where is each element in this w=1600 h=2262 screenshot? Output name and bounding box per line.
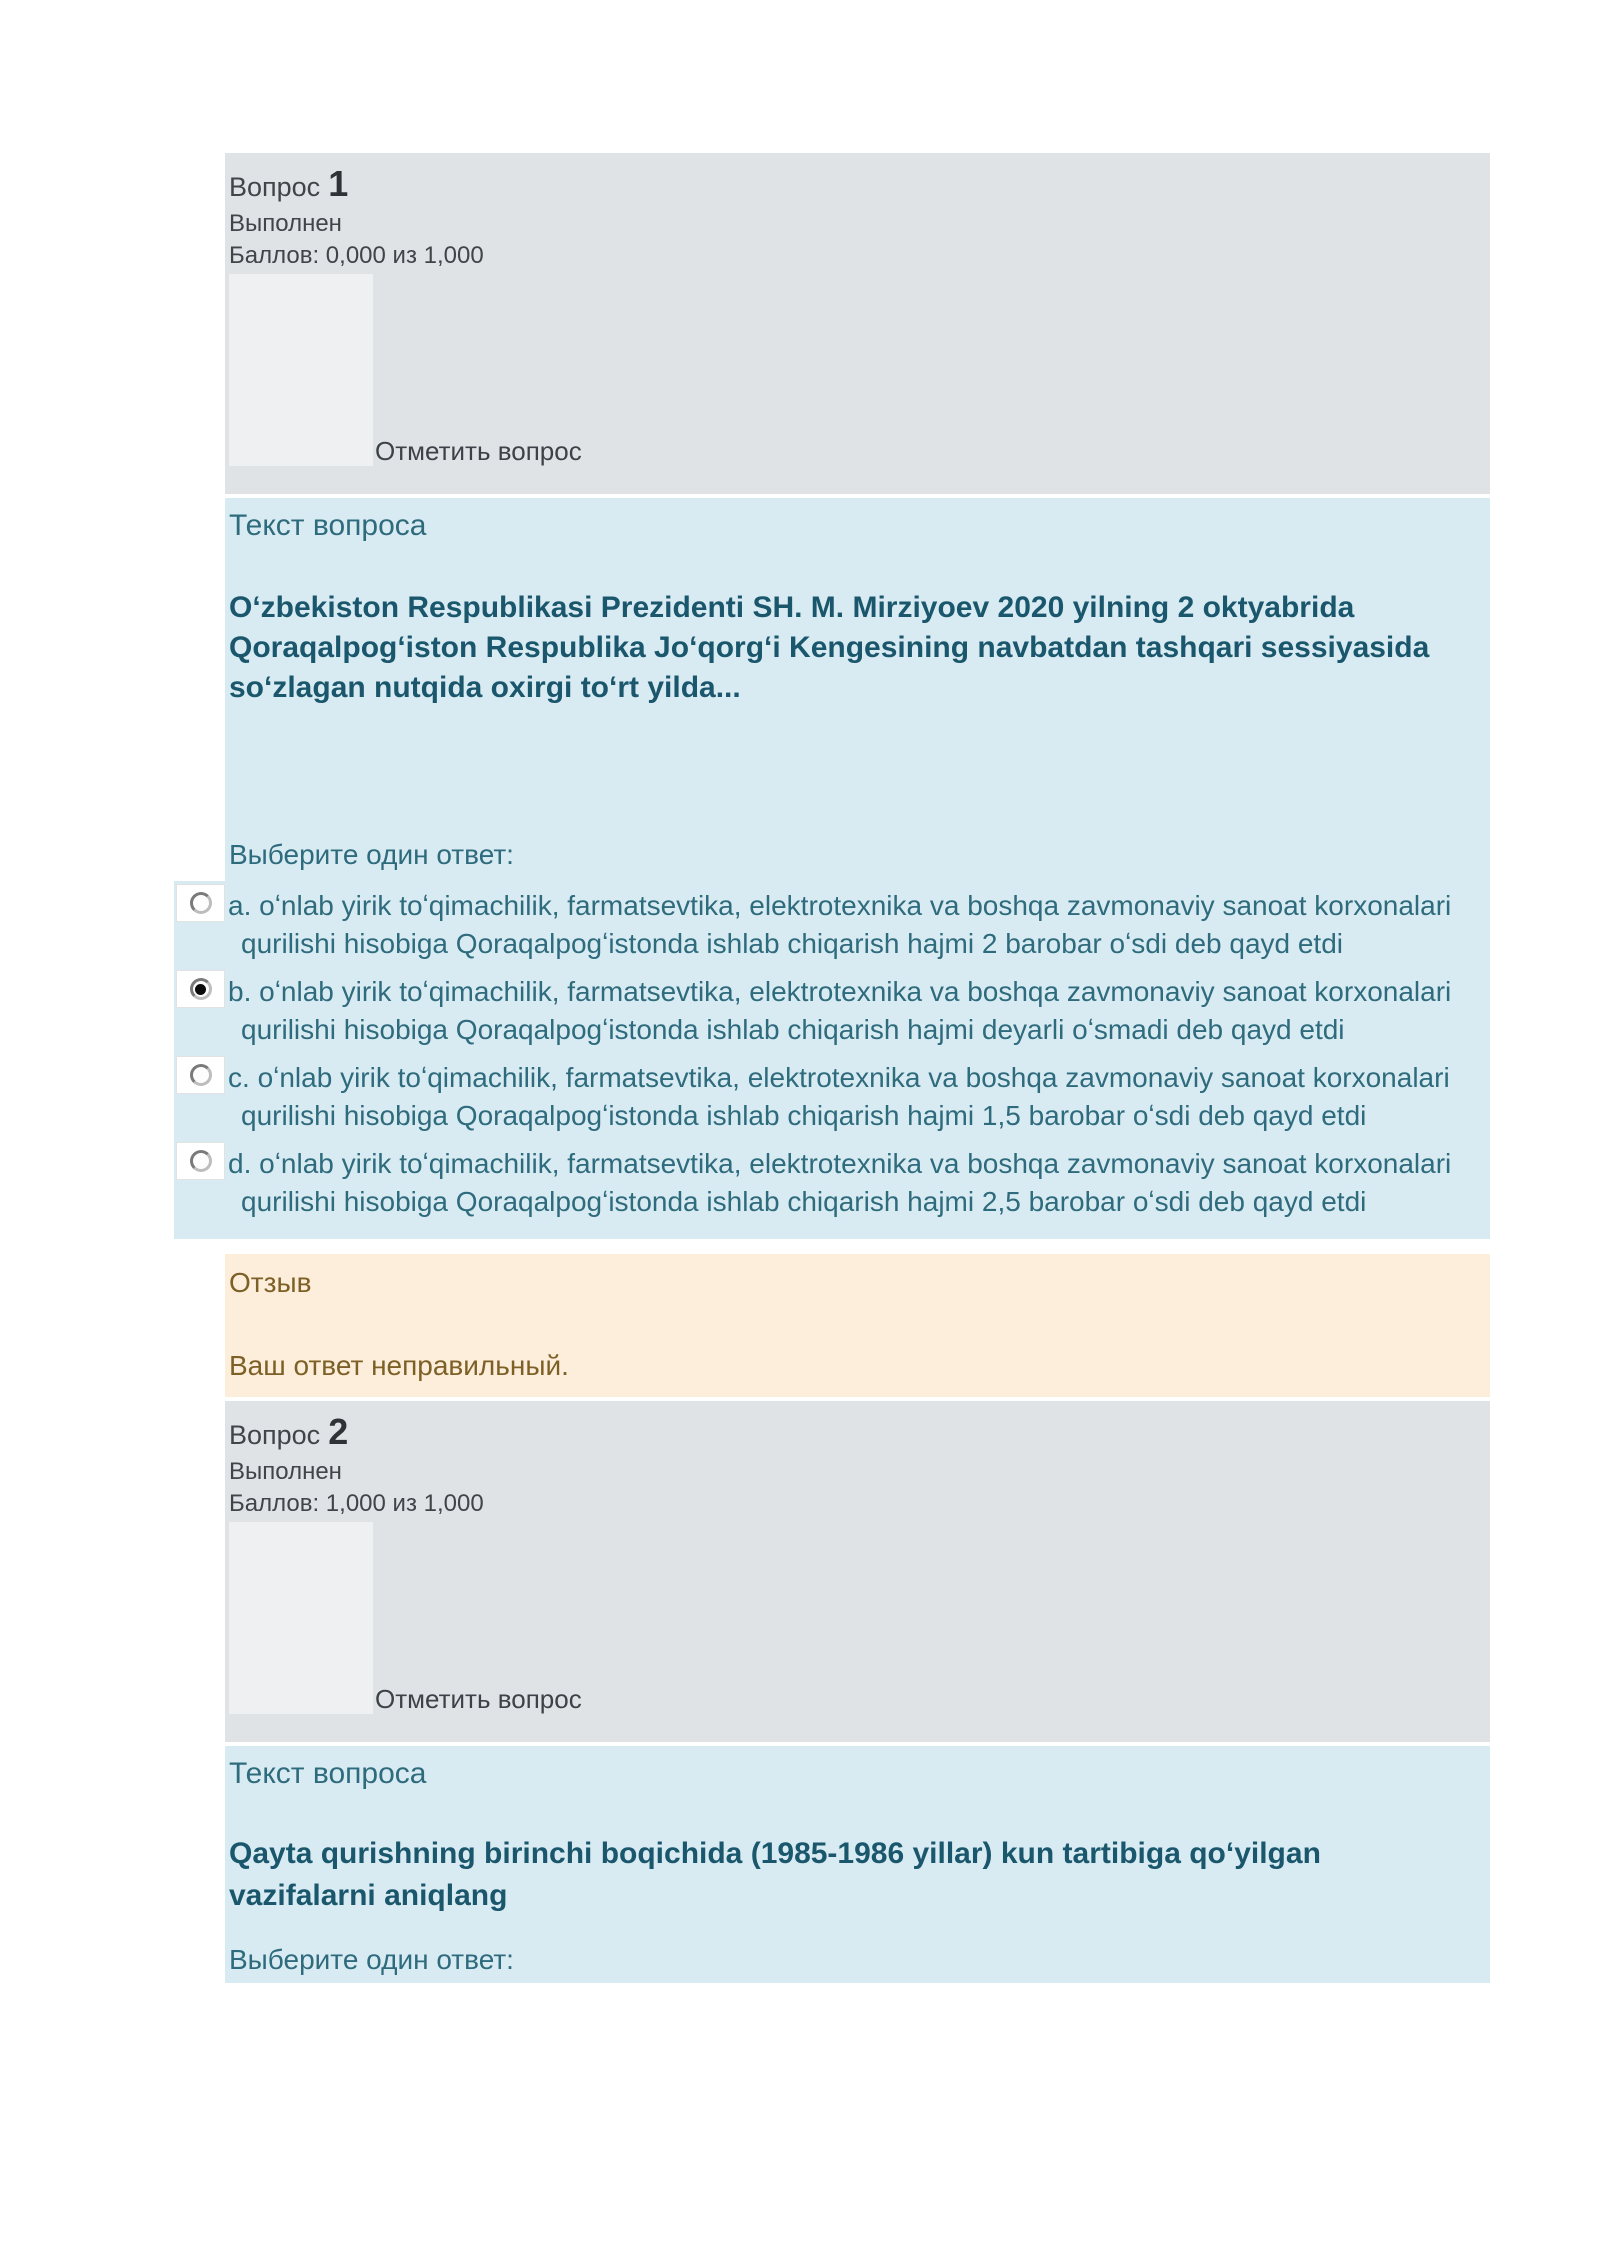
question-1-points: Баллов: 0,000 из 1,000 xyxy=(229,242,484,269)
question-1-feedback xyxy=(225,1254,1490,1397)
question-1-flag-row xyxy=(229,274,1470,466)
question-text-heading: Текст вопроса xyxy=(229,1757,427,1790)
flag-image-placeholder xyxy=(229,274,373,466)
option-c[interactable] xyxy=(228,1059,1462,1135)
question-2-flag-row xyxy=(229,1522,1470,1714)
option-d[interactable] xyxy=(228,1145,1462,1221)
option-a-text[interactable]: oʻnlab yirik toʻqimachilik, farmatsevtika, elektrotexnika va boshqa zavmonaviy sanoat korxonalari qurilishi hisobiga Qoraqalpogʻistonda ishlab chiqarish hajmi 2 barobar oʻsdi deb qayd etdi xyxy=(241,890,1452,959)
option-b-letter: b. xyxy=(228,976,252,1007)
question-label: Вопрос xyxy=(229,172,321,202)
option-b[interactable] xyxy=(228,973,1462,1049)
radio-option-b[interactable] xyxy=(176,970,225,1008)
option-c-letter: c. xyxy=(228,1062,250,1093)
option-d-letter: d. xyxy=(228,1148,252,1179)
question-1-info-panel xyxy=(225,153,1490,494)
radio-option-c[interactable] xyxy=(176,1056,225,1094)
radio-circle-c[interactable] xyxy=(190,1064,212,1086)
question-text-heading: Текст вопроса xyxy=(229,509,427,542)
question-2-prompt: Выберите один ответ: xyxy=(229,1944,514,1975)
flag-question-link[interactable]: Отметить вопрос xyxy=(375,436,582,466)
option-b-text[interactable]: oʻnlab yirik toʻqimachilik, farmatsevtika, elektrotexnika va boshqa zavmonaviy sanoat korxonalari qurilishi hisobiga Qoraqalpogʻistonda ishlab chiqarish hajmi deyarli oʻsmadi deb qayd etdi xyxy=(241,976,1452,1045)
question-1-prompt: Выберите один ответ: xyxy=(229,839,514,870)
radio-circle-a[interactable] xyxy=(190,892,212,914)
question-1-number-line xyxy=(229,163,1470,208)
question-1-text: Oʻzbekiston Respublikasi Prezidenti SH. M. Mirziyoev 2020 yilning 2 oktyabrida Qoraqalpogʻiston Respublika Joʻqorgʻi Kengesining navbatdan tashqari sessiyasida soʻzlagan nutqida oxirgi toʻrt yilda... xyxy=(229,591,1430,704)
question-2-info-panel xyxy=(225,1401,1490,1742)
question-2-points: Баллов: 1,000 из 1,000 xyxy=(229,1490,484,1517)
radio-option-a[interactable] xyxy=(176,884,225,922)
option-c-text[interactable]: oʻnlab yirik toʻqimachilik, farmatsevtika, elektrotexnika va boshqa zavmonaviy sanoat korxonalari qurilishi hisobiga Qoraqalpogʻistonda ishlab chiqarish hajmi 1,5 barobar oʻsdi deb qayd etdi xyxy=(241,1062,1450,1131)
question-1-options xyxy=(174,881,1490,1239)
flag-question-link[interactable]: Отметить вопрос xyxy=(375,1684,582,1714)
question-2-status: Выполнен xyxy=(229,1458,342,1485)
question-2-formulation xyxy=(225,1746,1490,1983)
question-label: Вопрос xyxy=(229,1420,321,1450)
question-number: 2 xyxy=(328,1411,349,1452)
question-1-status: Выполнен xyxy=(229,210,342,237)
option-a-letter: a. xyxy=(228,890,252,921)
flag-image-placeholder xyxy=(229,1522,373,1714)
feedback-text: Ваш ответ неправильный. xyxy=(229,1350,569,1381)
option-d-text[interactable]: oʻnlab yirik toʻqimachilik, farmatsevtika, elektrotexnika va boshqa zavmonaviy sanoat korxonalari qurilishi hisobiga Qoraqalpogʻistonda ishlab chiqarish hajmi 2,5 barobar oʻsdi deb qayd etdi xyxy=(241,1148,1452,1217)
question-number: 1 xyxy=(328,163,349,204)
spacer xyxy=(229,708,1462,836)
question-2-number-line xyxy=(229,1411,1470,1456)
radio-circle-b[interactable] xyxy=(190,978,212,1000)
question-1-formulation xyxy=(225,498,1490,881)
radio-option-d[interactable] xyxy=(176,1142,225,1180)
feedback-heading: Отзыв xyxy=(229,1267,312,1298)
radio-circle-d[interactable] xyxy=(190,1150,212,1172)
option-a[interactable] xyxy=(228,887,1462,963)
question-2-text: Qayta qurishning birinchi boqichida (1985-1986 yillar) kun tartibiga qoʻyilgan vazifalarni aniqlang xyxy=(229,1837,1321,1912)
